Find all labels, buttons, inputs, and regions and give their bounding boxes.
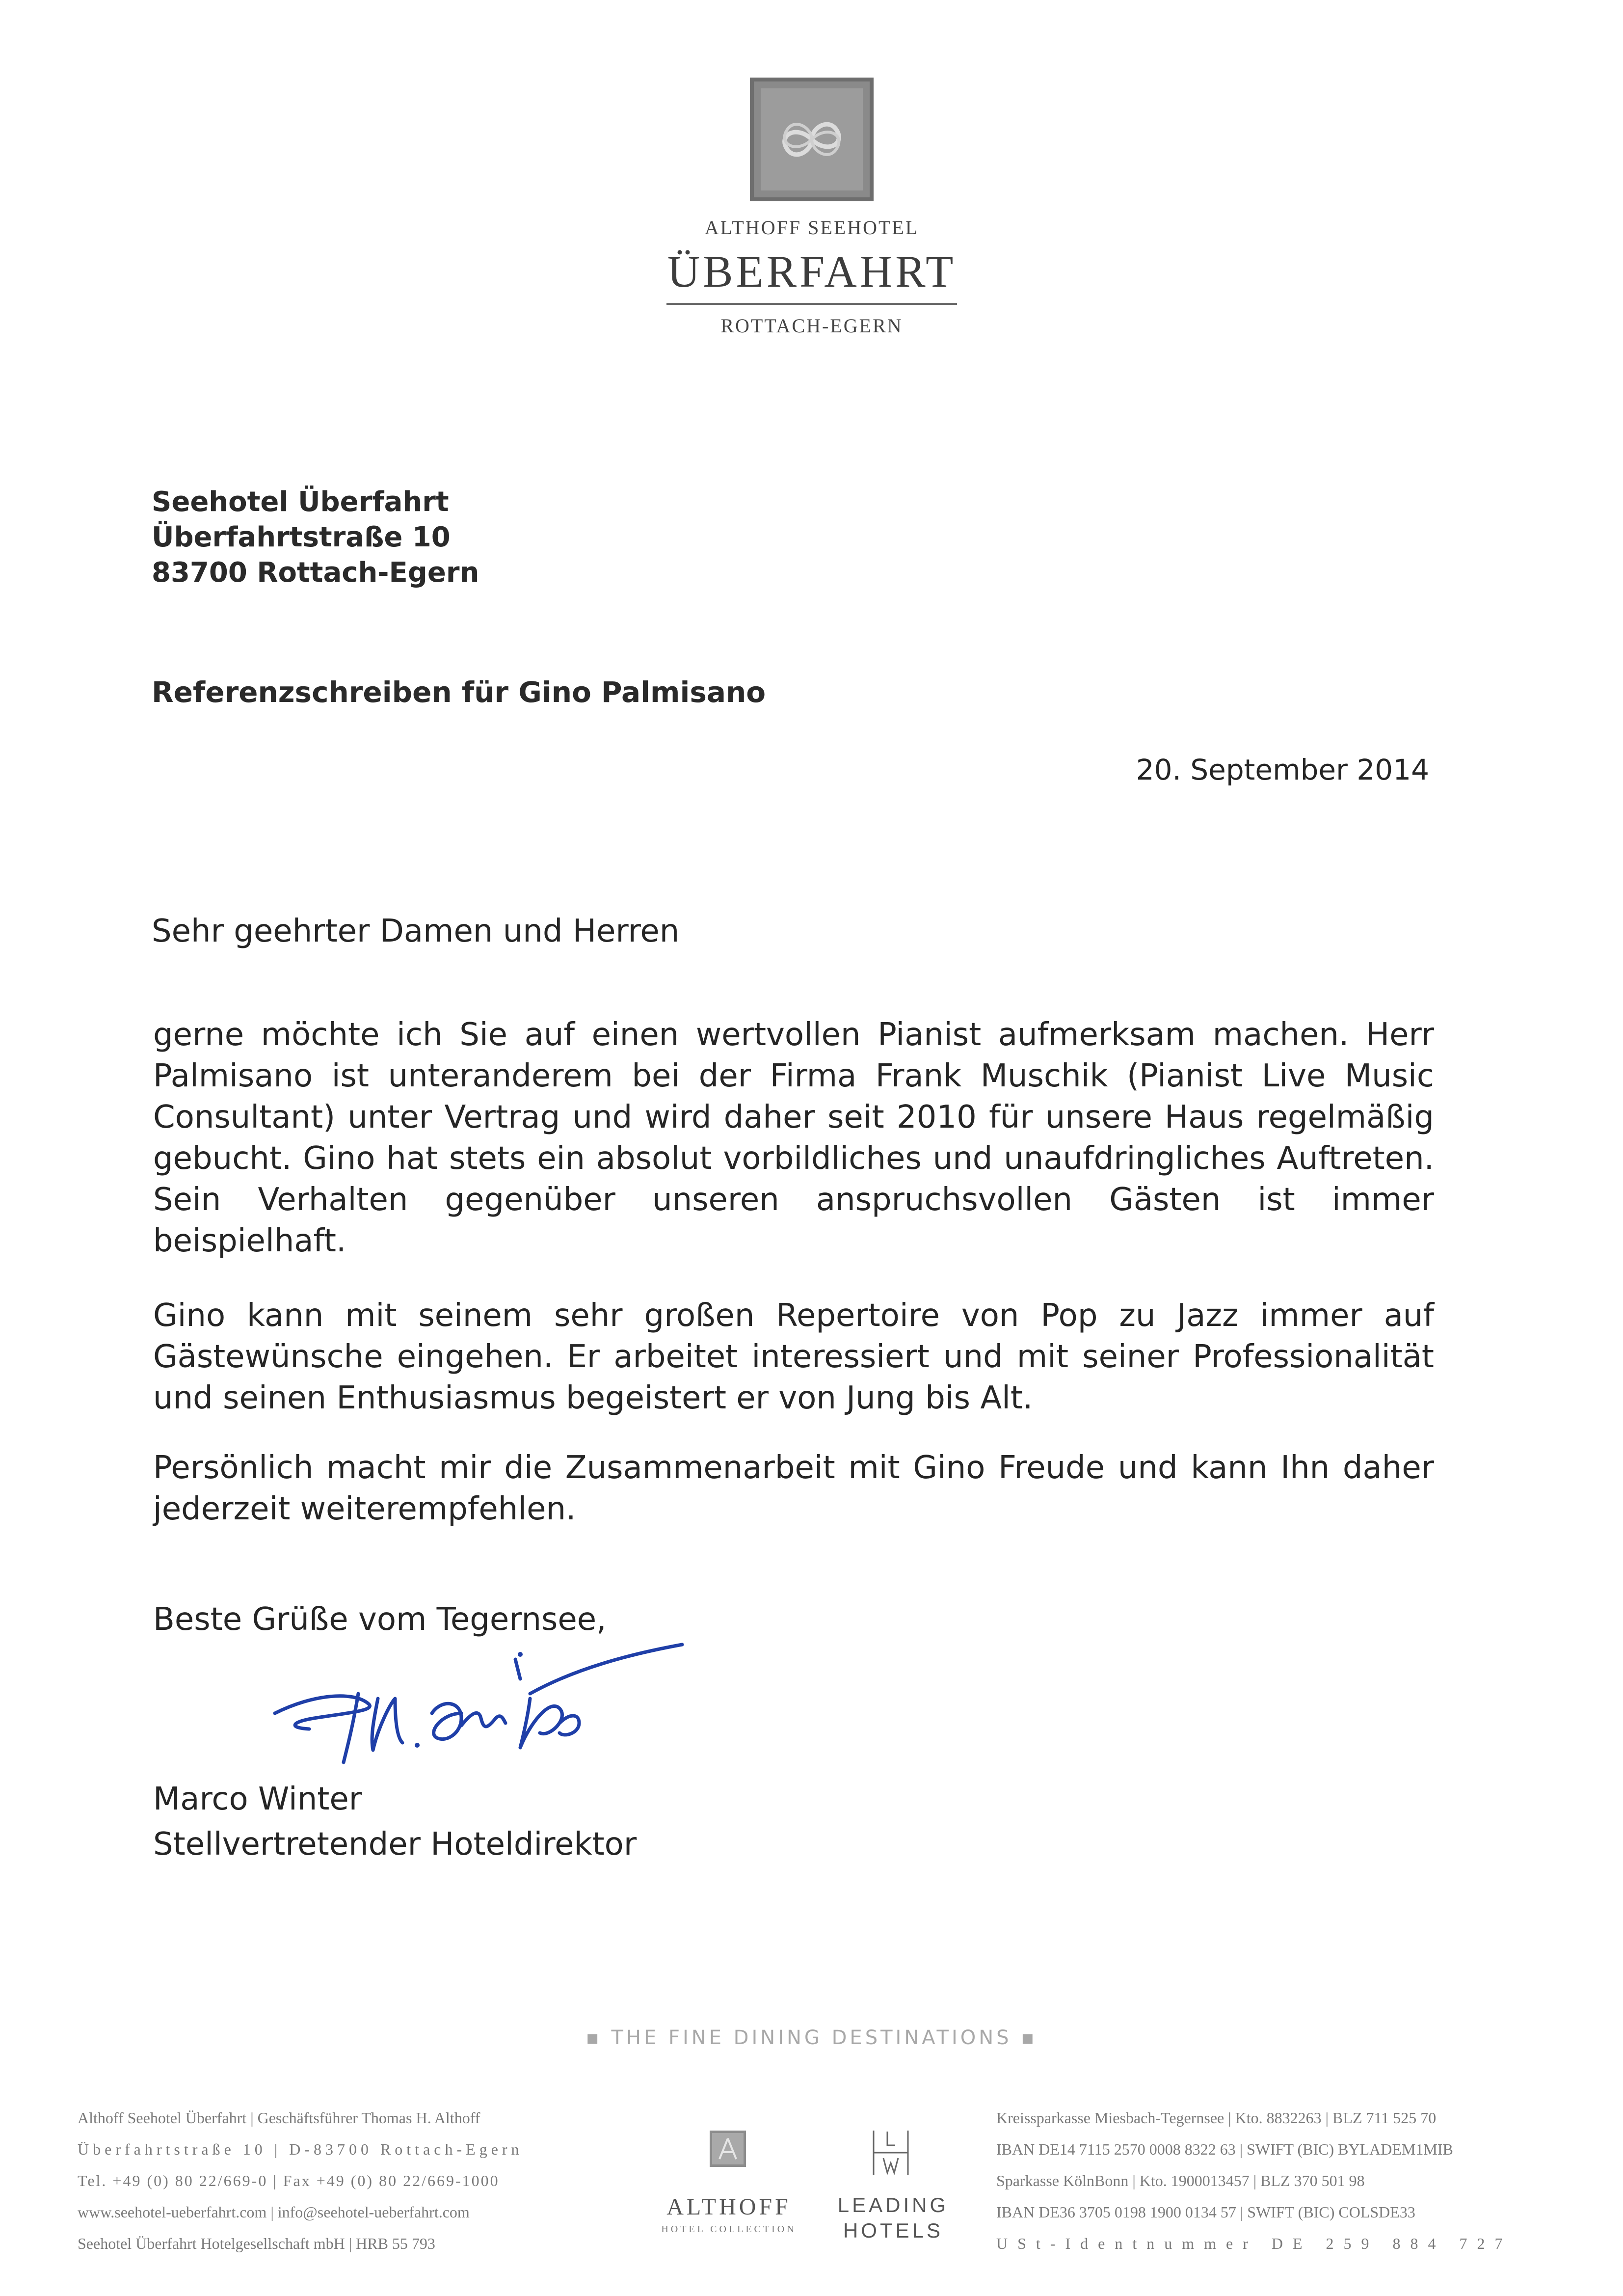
hotel-name: ÜBERFAHRT: [667, 246, 957, 297]
footer-phone-line: Tel. +49 (0) 80 22/669-0 | Fax +49 (0) 80 22/669-1000: [78, 2172, 500, 2189]
footer-vat-line: USt-Identnummer DE 259 884 727: [996, 2235, 1513, 2252]
althoff-brand: ALTHOFF: [666, 2194, 791, 2220]
recipient-line-3: 83700 Rottach-Egern: [152, 557, 479, 589]
footer-company-line: Althoff Seehotel Überfahrt | Geschäftsführer Thomas H. Althoff: [78, 2109, 480, 2127]
lhw-logo-icon: [869, 2126, 913, 2180]
hotel-logo: [750, 78, 874, 201]
footer-register-line: Seehotel Überfahrt Hotelgesellschaft mbH | HRB 55 793: [78, 2235, 435, 2252]
letter-date: 20. September 2014: [1136, 753, 1429, 786]
footer-bank-line: Kreissparkasse Miesbach-Tegernsee | Kto. 8832263 | BLZ 711 525 70: [996, 2109, 1437, 2127]
body-paragraph: gerne möchte ich Sie auf einen wertvollen Pianist aufmerksam machen. Herr Palmisano ist unteranderem bei der Firma Frank Muschik (Pianist Live Music Consultant) unter Vertrag und wird daher seit 2010 für unsere Haus regelmäßig gebucht. Gino hat stets ein absolut vorbildliches und unaufdringliches Auftreten. Sein Verhalten gegenüber unseren anspruchsvollen Gästen ist immer beispielhaft.: [153, 1017, 1434, 1259]
hotel-location: ROTTACH-EGERN: [720, 315, 903, 337]
recipient-line-2: Überfahrtstraße 10: [152, 521, 451, 553]
lhw-brand-line-1: LEADING: [837, 2193, 949, 2216]
lhw-brand-line-2: HOTELS: [843, 2219, 944, 2242]
footer-bank-line: Sparkasse KölnBonn | Kto. 1900013457 | BLZ 370 501 98: [996, 2172, 1365, 2189]
hotel-prefix: ALTHOFF SEEHOTEL: [704, 216, 919, 239]
body-paragraph: Gino kann mit seinem sehr großen Repertoire von Pop zu Jazz immer auf Gästewünsche eingehen. Er arbeitet interessiert und mit seiner Professionalität und seinen Enthusiasmus begeistert er von Jung bis Alt.: [153, 1297, 1434, 1416]
footer-tagline: ▪ THE FINE DINING DESTINATIONS ▪: [585, 2026, 1038, 2049]
footer-iban-line: IBAN DE36 3705 0198 1900 0134 57 | SWIFT (BIC) COLSDE33: [996, 2203, 1415, 2221]
signer-title: Stellvertretender Hoteldirektor: [153, 1826, 637, 1863]
footer-address-line: Überfahrtstraße 10 | D-83700 Rottach-Egern: [78, 2140, 523, 2158]
althoff-logo-icon: [710, 2131, 746, 2167]
handwritten-signature: [255, 1640, 697, 1787]
letter-subject: Referenzschreiben für Gino Palmisano: [152, 675, 766, 709]
recipient-line-1: Seehotel Überfahrt: [152, 486, 449, 518]
signer-name: Marco Winter: [153, 1781, 362, 1817]
header-divider: [666, 303, 957, 305]
footer-iban-line: IBAN DE14 7115 2570 0008 8322 63 | SWIFT (BIC) BYLADEM1MIB: [996, 2140, 1453, 2158]
footer-web-line: www.seehotel-ueberfahrt.com | info@seehotel-ueberfahrt.com: [78, 2203, 470, 2221]
body-paragraph: Persönlich macht mir die Zusammenarbeit mit Gino Freude und kann Ihn daher jederzeit weiterempfehlen.: [153, 1450, 1434, 1527]
salutation: Sehr geehrter Damen und Herren: [152, 913, 680, 949]
closing-phrase: Beste Grüße vom Tegernsee,: [153, 1601, 607, 1638]
althoff-collection: HOTEL COLLECTION: [661, 2224, 797, 2235]
